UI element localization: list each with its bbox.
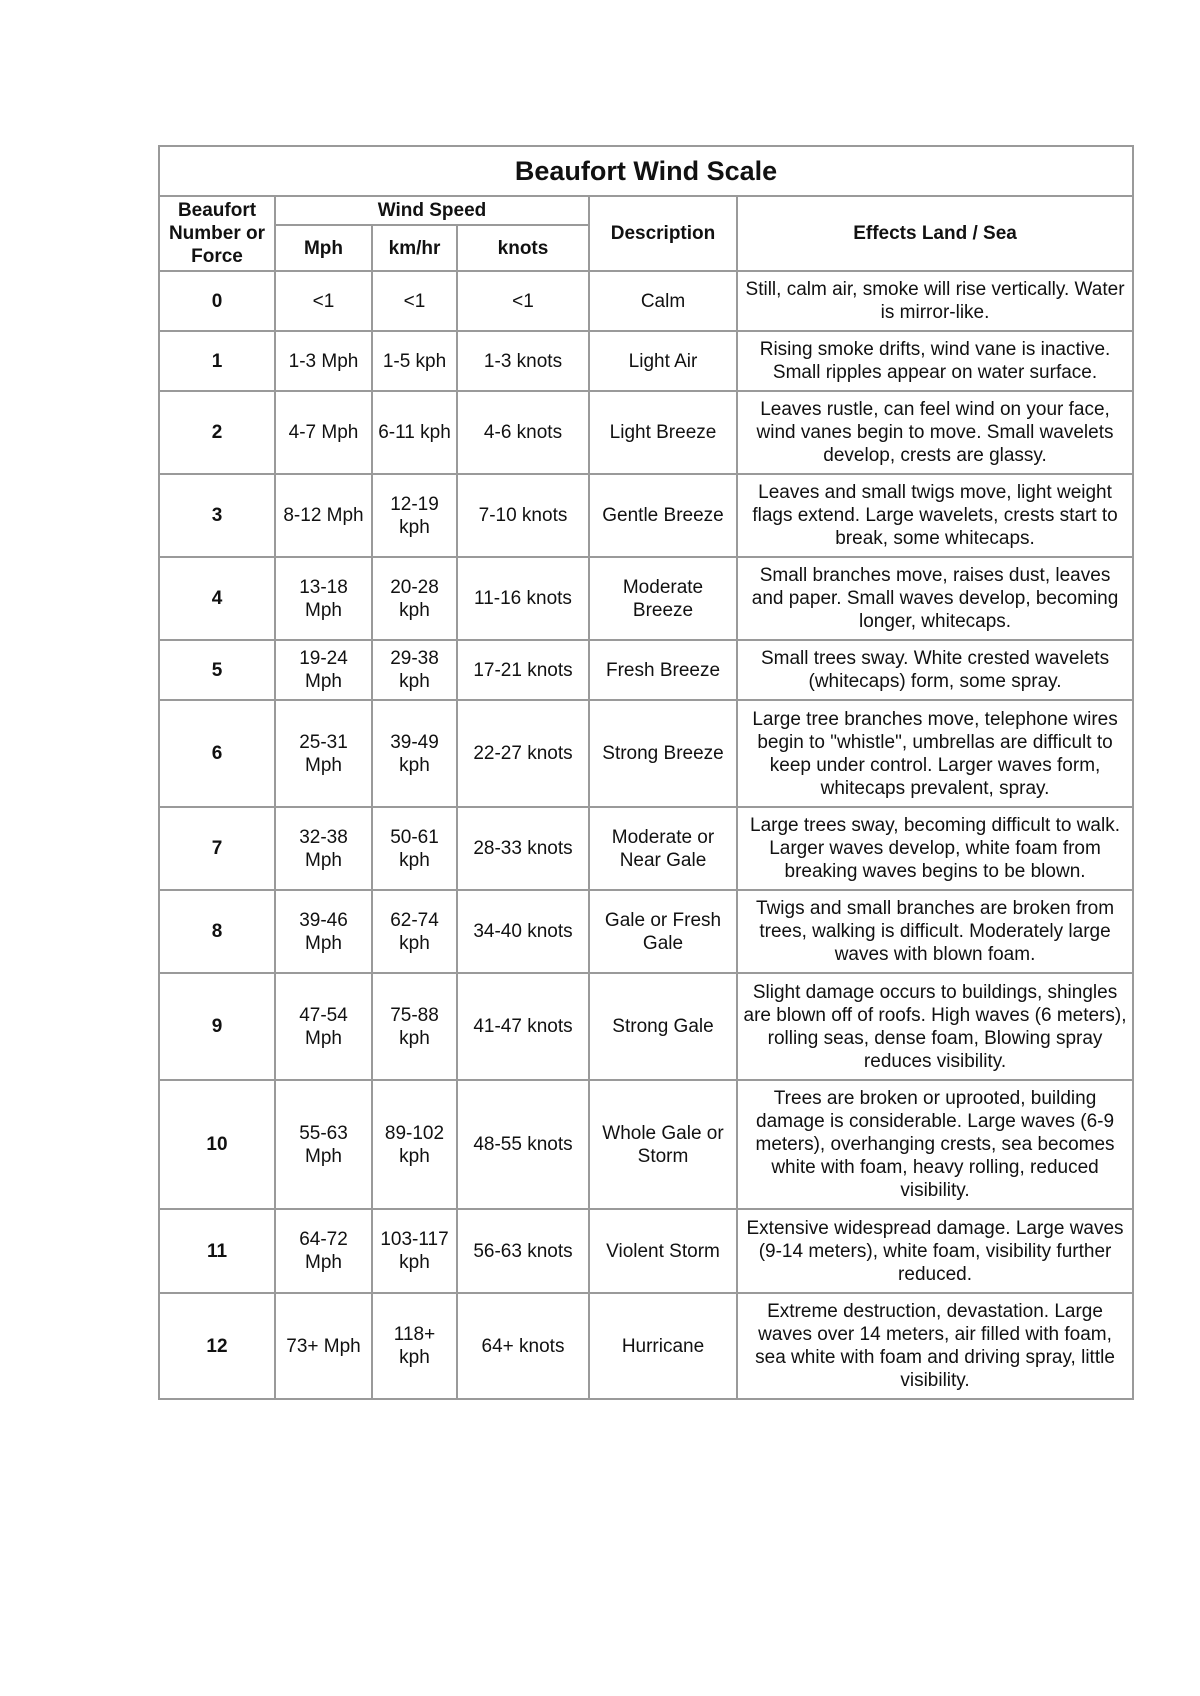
effects-cell: Large tree branches move, telephone wires begin to "whistle", umbrellas are difficult to keep under control. Larger waves form, whitecaps prevalent, spray.: [737, 700, 1133, 807]
knots-cell: 56-63 knots: [457, 1209, 589, 1293]
description-cell: Moderate or Near Gale: [589, 807, 737, 890]
mph-cell: 13-18 Mph: [275, 557, 372, 640]
mph-cell: 64-72 Mph: [275, 1209, 372, 1293]
effects-cell: Large trees sway, becoming difficult to walk. Larger waves develop, white foam from breaking waves begins to be blown.: [737, 807, 1133, 890]
knots-cell: 17-21 knots: [457, 640, 589, 700]
table-body: [159, 271, 1133, 1399]
description-cell: Hurricane: [589, 1293, 737, 1399]
mph-cell: 32-38 Mph: [275, 807, 372, 890]
kph-cell: 75-88 kph: [372, 973, 457, 1080]
force-cell: 12: [159, 1293, 275, 1399]
table-row: [159, 973, 1133, 1080]
kph-cell: 89-102 kph: [372, 1080, 457, 1209]
description-cell: Strong Gale: [589, 973, 737, 1080]
description-cell: Gale or Fresh Gale: [589, 890, 737, 973]
table-row: [159, 1293, 1133, 1399]
kph-cell: 50-61 kph: [372, 807, 457, 890]
description-cell: Whole Gale or Storm: [589, 1080, 737, 1209]
knots-cell: 11-16 knots: [457, 557, 589, 640]
mph-cell: 39-46 Mph: [275, 890, 372, 973]
description-cell: Light Breeze: [589, 391, 737, 474]
knots-cell: <1: [457, 271, 589, 331]
force-cell: 0: [159, 271, 275, 331]
document-page: [158, 145, 1132, 1400]
effects-cell: Small branches move, raises dust, leaves and paper. Small waves develop, becoming longer, whitecaps.: [737, 557, 1133, 640]
table-row: [159, 890, 1133, 973]
table-row: [159, 640, 1133, 700]
kph-cell: 12-19 kph: [372, 474, 457, 557]
header-description: Description: [589, 196, 737, 271]
table-row: [159, 1080, 1133, 1209]
description-cell: Calm: [589, 271, 737, 331]
effects-cell: Extensive widespread damage. Large waves (9-14 meters), white foam, visibility further reduced.: [737, 1209, 1133, 1293]
header-knots: knots: [457, 225, 589, 271]
header-effects: Effects Land / Sea: [737, 196, 1133, 271]
mph-cell: 47-54 Mph: [275, 973, 372, 1080]
knots-cell: 4-6 knots: [457, 391, 589, 474]
force-cell: 5: [159, 640, 275, 700]
mph-cell: 25-31 Mph: [275, 700, 372, 807]
knots-cell: 28-33 knots: [457, 807, 589, 890]
force-cell: 11: [159, 1209, 275, 1293]
knots-cell: 22-27 knots: [457, 700, 589, 807]
kph-cell: 1-5 kph: [372, 331, 457, 391]
effects-cell: Leaves and small twigs move, light weight flags extend. Large wavelets, crests start to break, some whitecaps.: [737, 474, 1133, 557]
effects-cell: Twigs and small branches are broken from trees, walking is difficult. Moderately large waves with blown foam.: [737, 890, 1133, 973]
table-row: [159, 391, 1133, 474]
kph-cell: 62-74 kph: [372, 890, 457, 973]
effects-cell: Still, calm air, smoke will rise vertically. Water is mirror-like.: [737, 271, 1133, 331]
knots-cell: 34-40 knots: [457, 890, 589, 973]
mph-cell: 8-12 Mph: [275, 474, 372, 557]
description-cell: Strong Breeze: [589, 700, 737, 807]
kph-cell: 29-38 kph: [372, 640, 457, 700]
force-cell: 6: [159, 700, 275, 807]
kph-cell: 39-49 kph: [372, 700, 457, 807]
header-mph: Mph: [275, 225, 372, 271]
kph-cell: <1: [372, 271, 457, 331]
table-title: Beaufort Wind Scale: [159, 146, 1133, 196]
mph-cell: 1-3 Mph: [275, 331, 372, 391]
force-cell: 8: [159, 890, 275, 973]
table-row: [159, 807, 1133, 890]
effects-cell: Slight damage occurs to buildings, shingles are blown off of roofs. High waves (6 meters), rolling seas, dense foam, Blowing spray reduces visibility.: [737, 973, 1133, 1080]
header-beaufort: Beaufort Number or Force: [159, 196, 275, 271]
beaufort-table: [158, 145, 1134, 1400]
mph-cell: 55-63 Mph: [275, 1080, 372, 1209]
header-kmhr: km/hr: [372, 225, 457, 271]
table-row: [159, 474, 1133, 557]
description-cell: Fresh Breeze: [589, 640, 737, 700]
description-cell: Violent Storm: [589, 1209, 737, 1293]
table-row: [159, 1209, 1133, 1293]
header-wind-speed: Wind Speed: [275, 196, 589, 225]
mph-cell: 4-7 Mph: [275, 391, 372, 474]
mph-cell: <1: [275, 271, 372, 331]
kph-cell: 6-11 kph: [372, 391, 457, 474]
knots-cell: 41-47 knots: [457, 973, 589, 1080]
effects-cell: Leaves rustle, can feel wind on your face, wind vanes begin to move. Small wavelets develop, crests are glassy.: [737, 391, 1133, 474]
knots-cell: 7-10 knots: [457, 474, 589, 557]
force-cell: 9: [159, 973, 275, 1080]
force-cell: 1: [159, 331, 275, 391]
knots-cell: 48-55 knots: [457, 1080, 589, 1209]
force-cell: 7: [159, 807, 275, 890]
table-row: [159, 331, 1133, 391]
kph-cell: 20-28 kph: [372, 557, 457, 640]
effects-cell: Small trees sway. White crested wavelets (whitecaps) form, some spray.: [737, 640, 1133, 700]
table-row: [159, 557, 1133, 640]
knots-cell: 1-3 knots: [457, 331, 589, 391]
description-cell: Gentle Breeze: [589, 474, 737, 557]
description-cell: Light Air: [589, 331, 737, 391]
mph-cell: 73+ Mph: [275, 1293, 372, 1399]
description-cell: Moderate Breeze: [589, 557, 737, 640]
knots-cell: 64+ knots: [457, 1293, 589, 1399]
kph-cell: 103-117 kph: [372, 1209, 457, 1293]
effects-cell: Trees are broken or uprooted, building damage is considerable. Large waves (6-9 meters), overhanging crests, sea becomes white with foam, heavy rolling, reduced visibility.: [737, 1080, 1133, 1209]
table-row: [159, 271, 1133, 331]
mph-cell: 19-24 Mph: [275, 640, 372, 700]
force-cell: 10: [159, 1080, 275, 1209]
effects-cell: Rising smoke drifts, wind vane is inactive. Small ripples appear on water surface.: [737, 331, 1133, 391]
force-cell: 2: [159, 391, 275, 474]
kph-cell: 118+ kph: [372, 1293, 457, 1399]
force-cell: 3: [159, 474, 275, 557]
effects-cell: Extreme destruction, devastation. Large waves over 14 meters, air filled with foam, sea white with foam and driving spray, little visibility.: [737, 1293, 1133, 1399]
force-cell: 4: [159, 557, 275, 640]
table-row: [159, 700, 1133, 807]
